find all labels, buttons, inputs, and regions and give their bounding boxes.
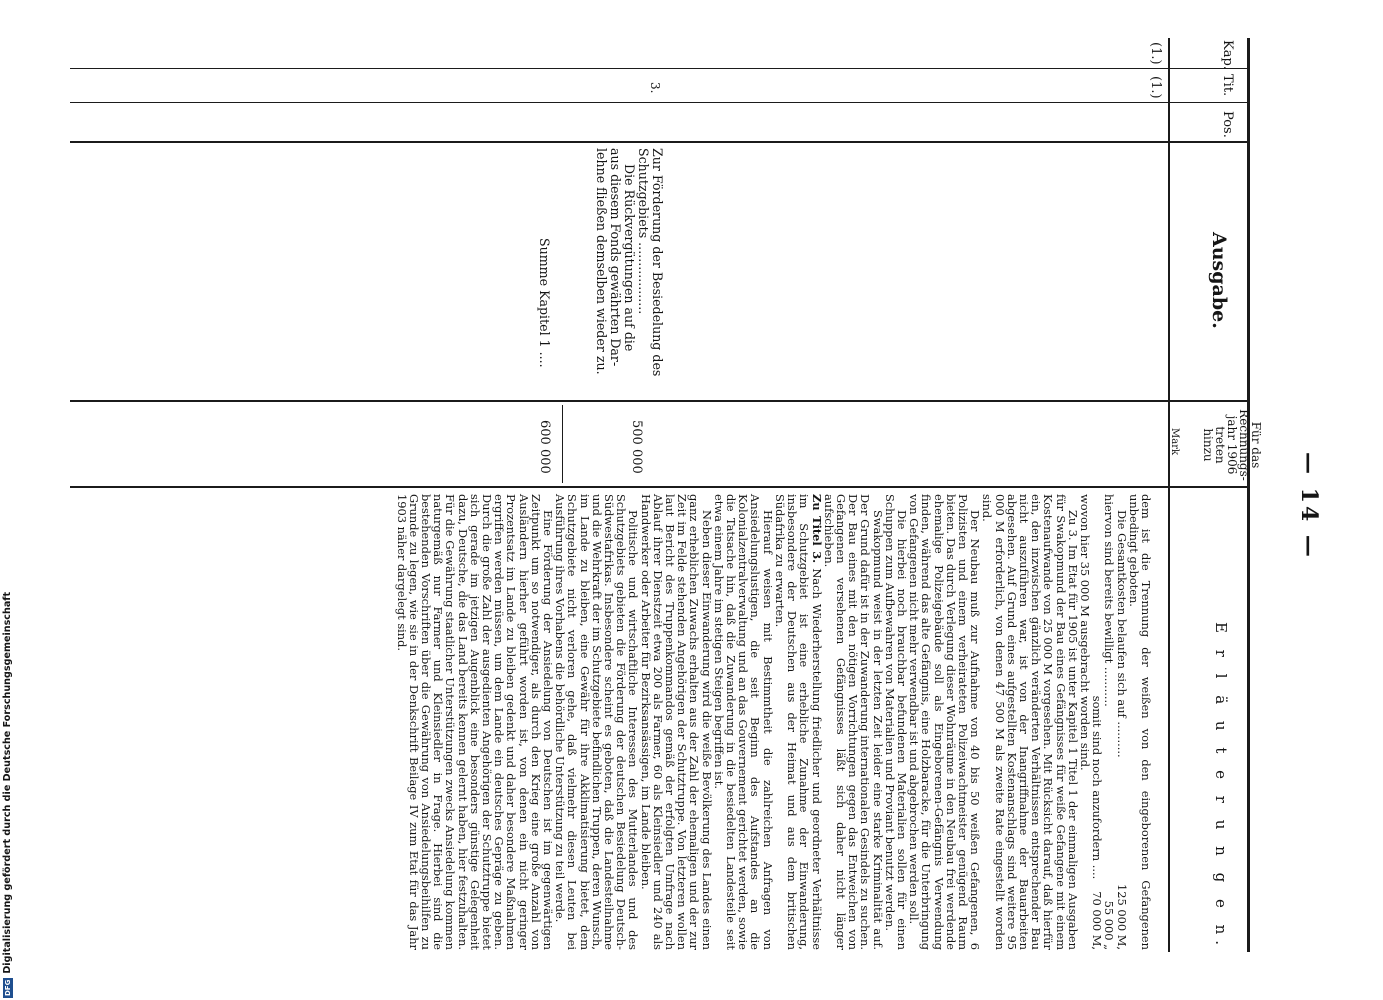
erlaeuterungen-text	[395, 494, 1152, 950]
header-erlaeuterungen: E r l ä u t e r u n g e n.	[1212, 622, 1230, 952]
erl-p3-amount: 70 000 M,	[1090, 891, 1105, 950]
sep-betrag-erl	[70, 486, 1250, 488]
erl-p2b-row	[1103, 494, 1115, 950]
footer	[2, 591, 16, 998]
page-number: — 14 —	[1296, 452, 1322, 560]
row-kap: (1.)	[1148, 42, 1163, 65]
row-pos: 3.	[648, 82, 662, 94]
erl-p8: Swakopmund weist in der letzten Zeit leider eine starke Kriminalität auf. Der Grund dafür ist in der Zuwanderung internationalen Gesindels zu suchen. Der Bau eines mit den nötigen Vorrichtungen gegen das Entweichen von Gefangenen versehenen Gefängnisses läßt sich daher nicht länger aufschieben.	[821, 494, 885, 950]
erl-p9: Nach Wiederherstellung friedlicher und geordneter Verhältnisse im Schutzgebiet ist eine erhebliche Zunahme der Einwanderung, insbesondere der Deutschen aus der Heimat und aus dem britischen Südafrika zu erwarten.	[772, 494, 824, 951]
erl-p3-row	[1091, 494, 1103, 950]
ausgabe-line-2: Schutzgebiets ..................	[636, 148, 651, 315]
erl-p2b: hiervon sind bereits bewilligt ...........	[1102, 494, 1117, 707]
sep-tit-pos	[70, 102, 1250, 103]
erl-p9-head: Zu Titel 3.	[809, 494, 824, 564]
erl-p1: dem ist die Trennung der weißen von den eingeborenen Gefangenen unbedingt geboten.	[1126, 494, 1153, 950]
sep-kap-tit	[70, 68, 1250, 69]
erl-p7: Die hierbei noch brauchbar befundenen Materialien sollen für einen Schuppen zum Aufbewahren von Materialien und Proviant benutzt werden.	[882, 494, 909, 950]
header-kap: Kap.	[1220, 40, 1235, 70]
erl-p2a: Die Gesamtkosten belaufen sich auf ..........	[1114, 510, 1129, 758]
header-betrag	[1202, 408, 1262, 482]
header-pos: Pos.	[1220, 111, 1235, 138]
erl-p10: Hierauf weisen mit Bestimmtheit die zahlreichen Anfragen von Ansiedelungslustigen, die seit Beginn des Aufstandes an die Kolonialzentralverwaltung und an das Gouvernement gerichtet werden, sowie die Tatsache hin, daß die Zuwanderung in die besiedelten Landesteile seit etwa einem Jahre im stetigen Steigen begriffen ist.	[711, 494, 775, 950]
ausgabe-line-3: Die Rückvergütungen auf die	[622, 164, 637, 352]
sep-ausgabe-betrag	[70, 400, 1250, 402]
header-betrag-label: Für das Rechnungs- jahr 1906 treten hinzu	[1201, 409, 1263, 481]
erl-p2b-amount: 55 000 „	[1102, 900, 1117, 950]
ausgabe-line-1: Zur Förderung der Besiedelung des	[650, 148, 665, 377]
header-ausgabe: Ausgabe.	[1208, 232, 1230, 329]
footer-text: Digitalisierung gefördert durch die Deutsche Forschungsgemeinschaft	[2, 591, 13, 974]
erl-p2a-row	[1115, 494, 1127, 950]
erl-p13: Eine Förderung der Ansiedelung von Deutschen ist im gegenwärtigen Zeitpunkt um so notwendiger, als durch den Krieg eine große Anzahl von Ausländern hierher geführt worden ist, von denen ein nicht geringer Prozentsatz im Lande zu bleiben gedenkt und daher besondere Maßnahmen ergriffen werden müssen, um dem Lande ein deutsches Gepräge zu geben. Durch die große Zahl der ausgedienten Angehörigen der Schutztruppe bietet sich gerade im jetzigen Augenblick eine besonders günstige Gelegenheit dazu, Deutsche, die das Land bereits kennen gelernt haben, hier festzuhalten. Für die Gewährung staatlicher Unterstützungen zwecks Ansiedelung kommen naturgemäß nur Farmer und Kleinsiedler in Frage. Hierbei sind die bestehenden Vorschriften über die Gewährung von Ansiedelungsbeihilfen zu Grunde zu legen, wie sie in der Denkschrift Beilage IV zum Etat für das Jahr 1903 näher dargelegt sind.	[394, 494, 556, 950]
sep-pos-ausgabe	[70, 141, 1250, 143]
erl-p2a-amount: 125 000 M,	[1114, 883, 1129, 950]
erl-p12: Politische und wirtschaftliche Interessen des Mutterlandes und des Schutzgebiets gebieten die Förderung der deutschen Besiedelung Deutsch-Südwestafrikas. Insbesondere scheint es geboten, daß die Landesteilnahme und die Wehrkraft der im Schutzgebiete befindlichen Truppen, deren Wunsch, im Lande zu bleiben, eine Gewähr für ihre Akklimatisierung bietet, dem Schutzgebiete nicht verloren gehe, daß vielmehr diesen Leuten bei Ausführung ihres Vorhabens die behördliche Unterstützung zu teil werde.	[553, 494, 641, 950]
header-tit: Tit.	[1220, 74, 1235, 97]
rule-header	[1168, 38, 1170, 952]
rule-top	[1247, 38, 1250, 952]
erl-p6: Der Neubau muß zur Aufnahme von 40 bis 50 weißen Gefangenen, 6 Polizisten und einem verheirateten Polizeiwachtmeister genügend Raum bieten. Das durch Verlegung dieser Wohnräume in den Neubau frei werdende ehemalige Polizeigebäude soll als Eingeborenen-Gefängnis Verwendung finden, während das alte Gefängnis, eine Holzbaracke, für die Unterbringung von Gefangenen nicht mehr verwendbar ist und abgebrochen werden soll.	[907, 494, 983, 950]
dfg-logo: DFG	[3, 979, 12, 996]
erl-p11: Neben dieser Einwanderung wird die weiße Bevölkerung des Landes einen ganz erheblichen Zuwachs erhalten aus der Zahl der ehemaligen und der zur Zeit im Felde stehenden Angehörigen der Schutztruppe. Von letzteren wollen laut Bericht des Truppenkommandos gemäß der erfolgten Umfrage nach Ablauf ihrer Dienstzeit etwa 200 als Farmer, 60 als Kleinsiedler und 240 als Handwerker oder Arbeiter für Bezirksansässigen, im Lande bleiben.	[638, 494, 714, 950]
ausgabe-line-4: aus diesem Fonds gewährten Dar-	[608, 148, 623, 367]
ausgabe-line-5: lehne fließen demselben wieder zu.	[594, 148, 609, 375]
summe-amount: 600 000	[537, 420, 552, 474]
erl-p5: Zu 3. Im Etat für 1905 ist unter Kapitel 1 Titel 1 der einmaligen Ausgaben für Swakopmund der Bau eines Gefängnisses für weiße Gefangene mit einem Kostenaufwande von 25 000 M vorgesehen. Mit Rücksicht darauf, daß hierfür ein, den inzwischen gänzlich veränderten Verhältnissen entsprechender Bau nicht auszuführen war, ist von der Inangriffnahme der Bauarbeiten abgesehen. Auf Grund eines aufgestellten Kostenanschlags sind weitere 95 000 M erforderlich, von denen 47 500 M als zweite Rate eingestellt worden sind.	[980, 494, 1080, 950]
sum-rule	[562, 405, 563, 483]
erl-p4: wovon hier 35 000 M ausgebracht worden sind.	[1077, 494, 1092, 771]
row-tit: (1.)	[1148, 76, 1163, 99]
header-betrag-unit: Mark	[1169, 428, 1180, 456]
summe-label: Summe Kapitel 1 ....	[537, 238, 552, 368]
erl-p3: somit sind noch anzufordern ....	[1090, 695, 1105, 880]
ausgabe-amount: 500 000	[629, 420, 644, 474]
ausgabe-description	[594, 148, 664, 400]
erl-p9-row	[774, 494, 823, 950]
